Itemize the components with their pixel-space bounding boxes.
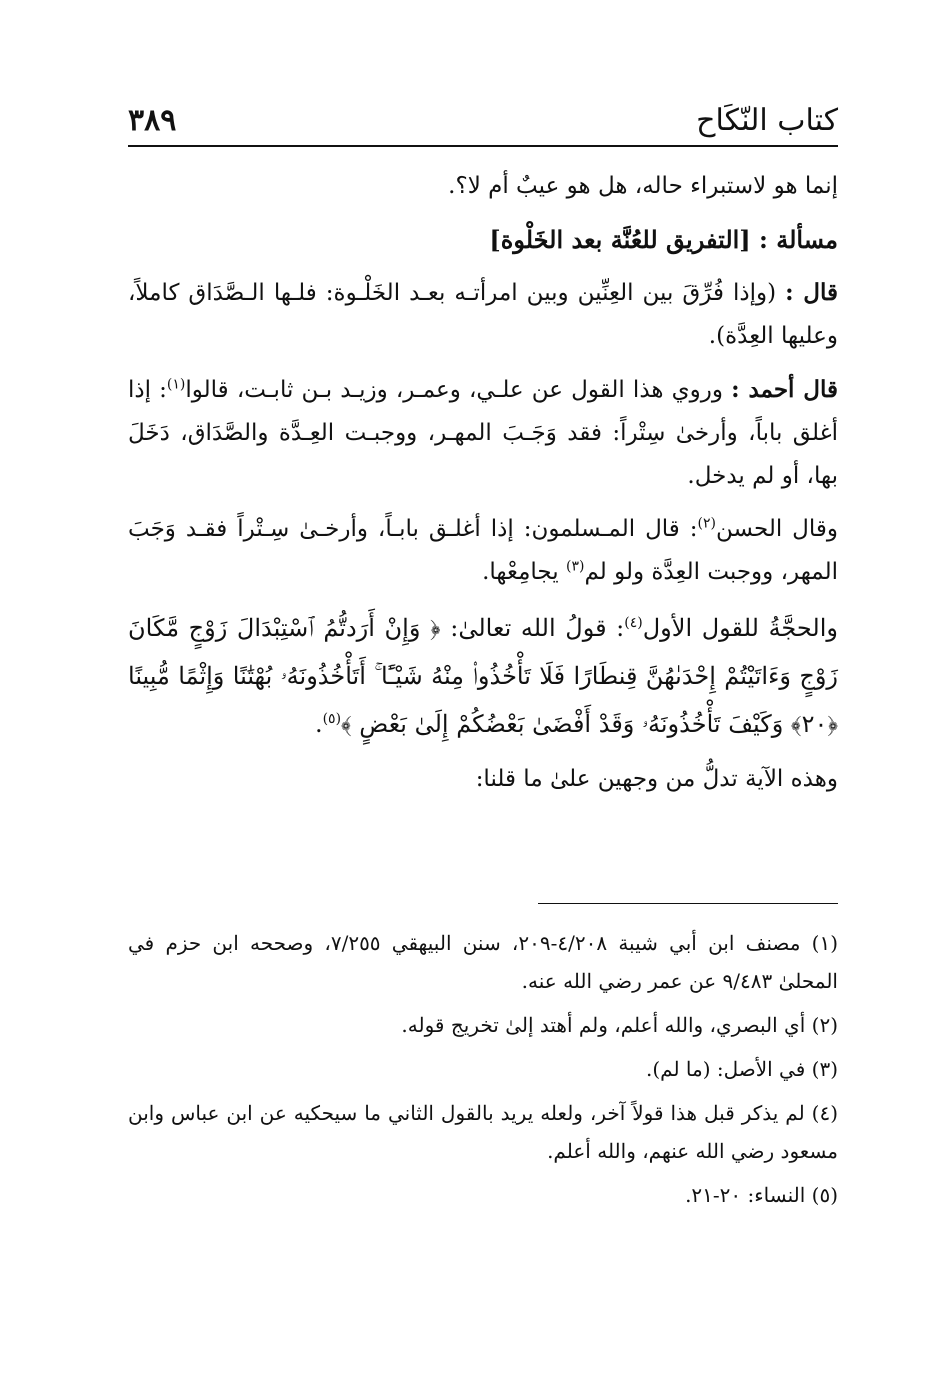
- footnote-ref-1[interactable]: (١): [166, 376, 186, 393]
- paragraph-2-text: (وإذا فُرِّقَ بين العِنِّين وبين امرأتـه بعـد الخَلْـوة: فلـها الـصَّدَاق كاملاً، وعليها العِدَّة).: [128, 280, 838, 349]
- footnote-2: (٢) أي البصري، والله أعلم، ولم أهتد إلىٰ تخريج قوله.: [401, 1013, 838, 1037]
- footnote-divider: [538, 903, 838, 904]
- paragraph-4-text-a: وقال الحسن: [715, 516, 838, 542]
- paragraph-5-text-a: والحجَّةُ للقول الأول: [642, 614, 838, 642]
- speaker-label-ahmad: قال أحمد :: [731, 376, 838, 403]
- paragraph-2: [128, 271, 838, 358]
- page-number: ٣٨٩: [128, 103, 177, 138]
- paragraph-3-text-a: وروي هذا القول عن علـي، وعمـر، وزيـد بـن ثابـت، قالوا: [185, 377, 732, 403]
- paragraph-3: [128, 368, 838, 498]
- chapter-title: كتاب النّكَاح: [696, 103, 838, 138]
- paragraph-5: [128, 604, 838, 748]
- footnote-1: (١) مصنف ابن أبي شيبة ٤/٢٠٨-٢٠٩، سنن البيهقي ٧/٢٥٥، وصححه ابن حزم في المحلىٰ ٩/٤٨٣ عن عمر رضي الله عنه.: [128, 931, 838, 993]
- paragraph-4-text-c: يجامِعْها.: [482, 559, 566, 585]
- section-heading: مسألة : [التفريق للعُنَّة بعد الخَلْوة]: [489, 225, 838, 254]
- paragraph-4: [128, 508, 838, 594]
- quran-verse: : قولُ الله تعالىٰ: ﴿ وَإِنْ أَرَدتُّمُ ٱسْتِبْدَالَ زَوْجٍ مَّكَانَ زَوْجٍ وَءَاتَيْتُمْ إِحْدَىٰهُنَّ قِنطَارًا فَلَا تَأْخُذُوا۟ مِنْهُ شَيْـًٔا ۚ أَتَأْخُذُونَهُۥ بُهْتَٰنًا وَإِثْمًا مُّبِينًا ﴿٢٠﴾ وَكَيْفَ تَأْخُذُونَهُۥ وَقَدْ أَفْضَىٰ بَعْضُكُمْ إِلَىٰ بَعْضٍ ﴾: [128, 614, 838, 738]
- speaker-label: قال :: [785, 279, 838, 306]
- running-header: [128, 95, 838, 147]
- footnote-5: (٥) النساء: ٢٠-٢١.: [685, 1183, 838, 1207]
- footnotes: [128, 924, 838, 1220]
- footnote-4: (٤) لم يذكر قبل هذا قولاً آخر، ولعله يريد بالقول الثاني ما سيحكيه عن ابن عباس وابن مسعود رضي الله عنهم، والله أعلم.: [128, 1101, 838, 1163]
- paragraph-3-text-b: : إذا أغلق باباً، وأرخىٰ سِتْراً: فقد وَجَـبَ المهـر، ووجبـت العِـدَّة والصَّدَاق، دَخَلَ بها، أو لم يدخل.: [128, 377, 838, 489]
- footnote-ref-4[interactable]: (٤): [624, 615, 643, 631]
- main-text: [128, 165, 838, 811]
- footnote-3: (٣) في الأصل: (ما لم).: [645, 1057, 838, 1081]
- paragraph-1: إنما هو لاستبراء حاله، هل هو عيبٌ أم لا؟.: [448, 173, 838, 199]
- paragraph-6: وهذه الآية تدلُّ من وجهين علىٰ ما قلنا:: [475, 766, 838, 792]
- book-page: [128, 0, 838, 1378]
- footnote-ref-2[interactable]: (٢): [697, 515, 716, 532]
- paragraph-5-text-c: .: [314, 710, 323, 738]
- paragraph-4-text-b: : قال المـسلمون: إذا أغلـق بابـاً، وأرخـىٰ سِـتْراً فقـد وَجَبَ المهر، ووجبت العِدَّة ولو لم: [128, 516, 838, 585]
- footnote-ref-3[interactable]: (٣): [565, 558, 585, 575]
- footnote-ref-5[interactable]: (٥): [322, 711, 342, 727]
